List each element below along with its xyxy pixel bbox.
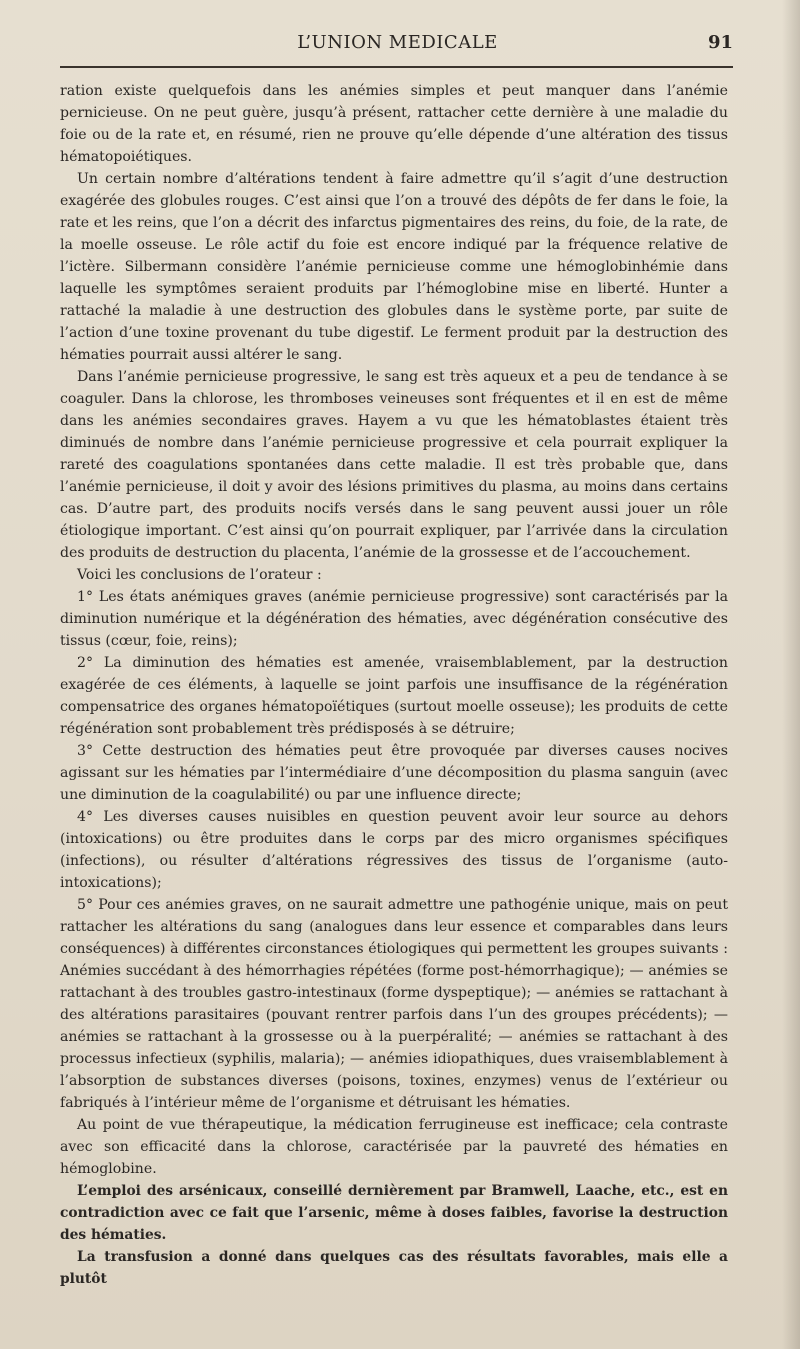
running-title: L’UNION MEDICALE — [297, 32, 498, 53]
page-header — [60, 30, 735, 62]
conclusion-item-5: 5° Pour ces anémies graves, on ne saurait admettre une pathogénie unique, mais on peut rattacher les altérations du sang (analogues dans leur essence et comparables dans leurs conséquences) à différentes circonstances étiologiques qui permettent les groupes suivants : Anémies succédant à des hémorrhagies répétées (forme post-hémorrhagique); — anémies se rattachant à des troubles gastro-intestinaux (forme dyspeptique); — anémies se rattachant à des altérations parasitaires (pouvant rentrer parfois dans l’un des groupes précédents); — anémies se rattachant à la grossesse ou à la puerpéralité; — anémies se rattachant à des processus infectieux (syphilis, malaria); — anémies idiopathiques, dues vraisemblablement à l’absorption de substances diverses (poisons, toxines, enzymes) venus de l’extérieur ou fabriqués à l’intérieur même de l’organisme et détruisant les hématies. — [60, 897, 728, 1111]
conclusions-intro: Voici les conclusions de l’orateur : — [77, 567, 322, 583]
paragraph: Au point de vue thérapeutique, la médication ferrugineuse est inefficace; cela contraste avec son efficacité dans la chlorose, caractérisée par la pauvreté des hématies en hémoglobine. — [60, 1117, 728, 1177]
conclusion-item-4: 4° Les diverses causes nuisibles en question peuvent avoir leur source au dehors (intoxications) ou être produites dans le corps par des micro organismes spécifiques (infections), ou résulter d’altérations régressives des tissus de l’organisme (auto-intoxications); — [60, 809, 728, 891]
body-text — [60, 80, 728, 1290]
header-rule — [60, 66, 733, 68]
paragraph: Dans l’anémie pernicieuse progressive, le sang est très aqueux et a peu de tendance à se coaguler. Dans la chlorose, les thromboses veineuses sont fréquentes et il en est de même dans les anémies secondaires graves. Hayem a vu que les hématoblastes étaient très diminués de nombre dans l’anémie pernicieuse progressive et cela pourrait expliquer la rareté des coagulations spontanées dans cette maladie. Il est très probable que, dans l’anémie pernicieuse, il doit y avoir des lésions primitives du plasma, au moins dans certains cas. D’autre part, des produits nocifs versés dans le sang peuvent aussi jouer un rôle étiologique important. C’est ainsi qu’on pourrait expliquer, par l’arrivée dans la circulation des produits de destruction du placenta, l’anémie de la grossesse et de l’accouchement. — [60, 369, 728, 561]
paragraph-bold: L’emploi des arsénicaux, conseillé dernièrement par Bramwell, Laache, etc., est en contradiction avec ce fait que l’arsenic, même à doses faibles, favorise la destruction des hématies. — [60, 1183, 728, 1243]
page-edge-shadow — [782, 0, 800, 1349]
paragraph: Un certain nombre d’altérations tendent à faire admettre qu’il s’agit d’une destruction exagérée des globules rouges. C’est ainsi que l’on a trouvé des dépôts de fer dans le foie, la rate et les reins, que l’on a décrit des infarctus pigmentaires des reins, du foie, de la rate, de la moelle osseuse. Le rôle actif du foie est encore indiqué par la fréquence relative de l’ictère. Silbermann considère l’anémie pernicieuse comme une hémoglobinhémie dans laquelle les symptômes seraient produits par l’hémoglobine mise en liberté. Hunter a rattaché la maladie à une destruction des globules dans le système porte, par suite de l’action d’une toxine provenant du tube digestif. Le ferment produit par la destruction des hématies pourrait aussi altérer le sang. — [60, 171, 728, 363]
paragraph-continuation: ration existe quelquefois dans les anémies simples et peut manquer dans l’anémie pernicieuse. On ne peut guère, jusqu’à présent, rattacher cette dernière à une maladie du foie ou de la rate et, en résumé, rien ne prouve qu’elle dépende d’une altération des tissus hématopoiétiques. — [60, 83, 728, 165]
paragraph-bold: La transfusion a donné dans quelques cas des résultats favorables, mais elle a plutôt — [60, 1249, 728, 1287]
conclusion-item-1: 1° Les états anémiques graves (anémie pernicieuse progressive) sont caractérisés par la diminution numérique et la dégénération des hématies, avec dégénération consécutive des tissus (cœur, foie, reins); — [60, 589, 728, 649]
page-number: 91 — [707, 32, 733, 53]
conclusion-item-3: 3° Cette destruction des hématies peut être provoquée par diverses causes nocives agissant sur les hématies par l’intermédiaire d’une décomposition du plasma sanguin (avec une diminution de la coagulabilité) ou par une influence directe; — [60, 743, 728, 803]
conclusion-item-2: 2° La diminution des hématies est amenée, vraisemblablement, par la destruction exagérée de ces éléments, à laquelle se joint parfois une insuffisance de la régénération compensatrice des organes hématopoïétiques (surtout moelle osseuse); les produits de cette régénération sont probablement très prédisposés à se détruire; — [60, 655, 728, 737]
